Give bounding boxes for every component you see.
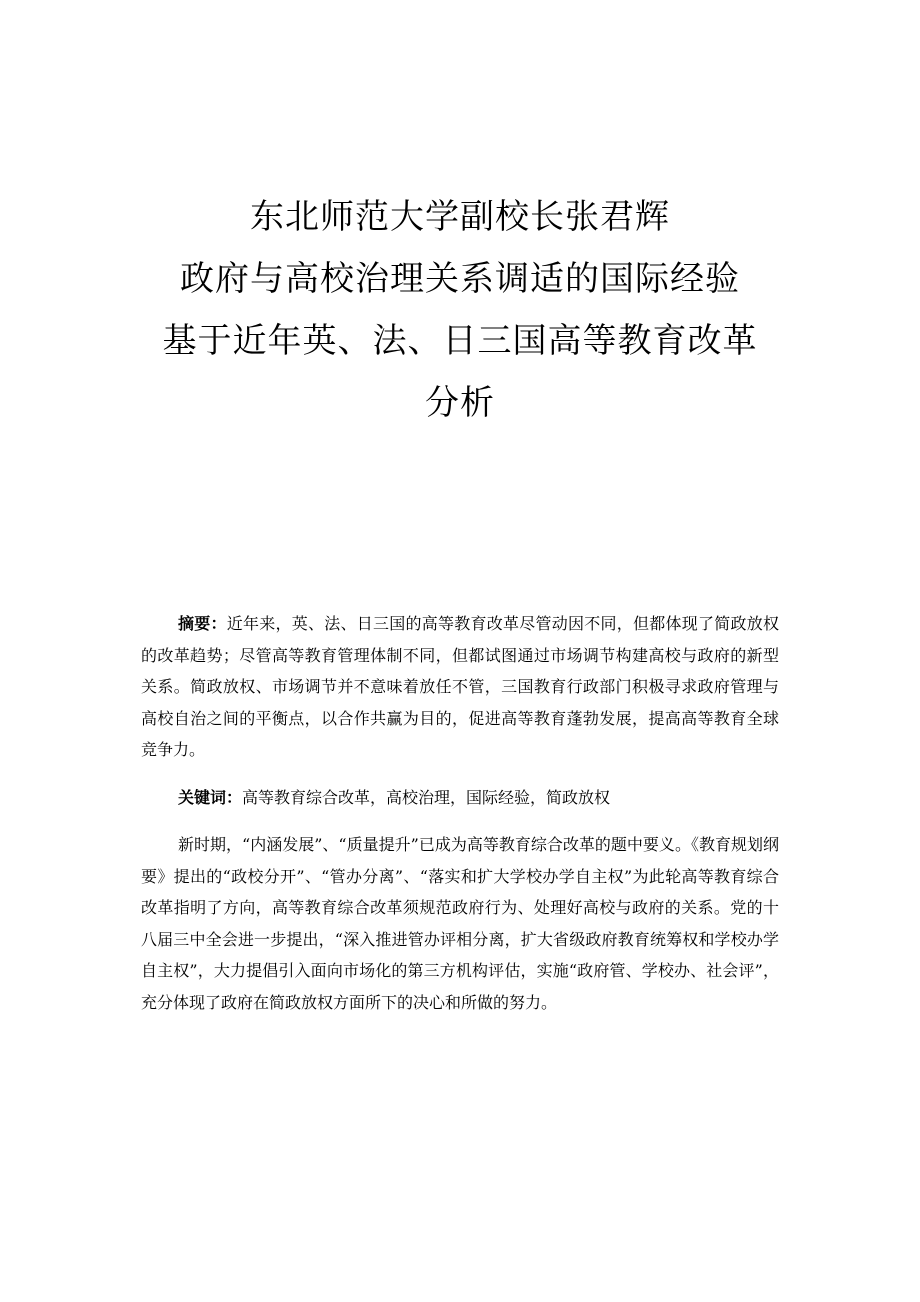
title-line-3: 基于近年英、法、日三国高等教育改革 [162, 321, 758, 361]
document-body [141, 608, 779, 1018]
body-paragraph: 新时期，“内涵发展”、“质量提升”已成为高等教育综合改革的题中要义。《教育规划纲要》提出的“政校分开”、“管办分离”、“落实和扩大学校办学自主权”为此轮高等教育综合改革指明了方向，高等教育综合改革须规范政府行为、处理好高校与政府的关系。党的十八届三中全会进一步提出，“深入推进管办评相分离，扩大省级政府教育统筹权和学校办学自主权”，大力提倡引入面向市场化的第三方机构评估，实施“政府管、学校办、社会评”，充分体现了政府在简政放权方面所下的决心和所做的努力。 [141, 835, 779, 1012]
document-title [0, 186, 920, 434]
keywords-label: 关键词： [178, 787, 243, 807]
keywords-paragraph [141, 782, 779, 814]
title-line-2: 政府与高校治理关系调适的国际经验 [180, 259, 740, 299]
keywords-text: 高等教育综合改革，高校治理，国际经验，简政放权 [242, 787, 611, 807]
title-line-1: 东北师范大学副校长张君辉 [250, 197, 670, 237]
title-line-4: 分析 [425, 383, 495, 423]
abstract-paragraph [141, 608, 779, 766]
abstract-text: 近年来，英、法、日三国的高等教育改革尽管动因不同，但都体现了简政放权的改革趋势；尽管高等教育管理体制不同，但都试图通过市场调节构建高校与政府的新型关系。简政放权、市场调节并不意味着放任不管，三国教育行政部门积极寻求政府管理与高校自治之间的平衡点，以合作共赢为目的，促进高等教育蓬勃发展，提高高等教育全球竞争力。 [141, 614, 779, 759]
abstract-label: 摘要： [178, 614, 227, 633]
